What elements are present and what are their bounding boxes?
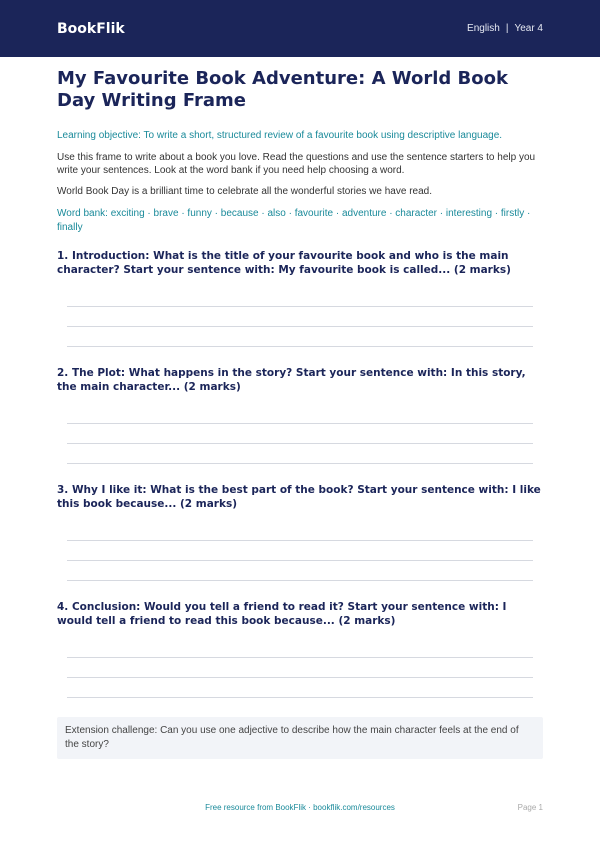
answer-line[interactable] bbox=[67, 657, 533, 677]
question-1-block bbox=[57, 249, 543, 366]
page-header bbox=[0, 0, 600, 57]
answer-lines-1[interactable] bbox=[67, 306, 533, 366]
answer-line[interactable] bbox=[67, 306, 533, 326]
page-title: My Favourite Book Adventure: A World Book Day Writing Frame bbox=[57, 68, 508, 111]
footer-credit: Free resource from BookFlik · bookflik.com/resources bbox=[205, 803, 395, 812]
answer-lines-4[interactable] bbox=[67, 657, 533, 717]
answer-line[interactable] bbox=[67, 463, 533, 483]
answer-lines-2[interactable] bbox=[67, 423, 533, 483]
answer-line[interactable] bbox=[67, 346, 533, 366]
answer-line[interactable] bbox=[67, 697, 533, 717]
answer-line[interactable] bbox=[67, 443, 533, 463]
question-3: 3. Why I like it: What is the best part of the book? Start your sentence with: I like this book because... (2 marks) bbox=[57, 484, 541, 510]
answer-line[interactable] bbox=[67, 560, 533, 580]
extension-challenge-box bbox=[57, 717, 543, 759]
instructions-text: Use this frame to write about a book you love. Read the questions and use the sentence starters to help you write your sentences. Look at the word bank if you need help choosing a word. bbox=[57, 152, 536, 176]
question-2: 2. The Plot: What happens in the story? Start your sentence with: In this story, the main character... (2 marks) bbox=[57, 367, 526, 393]
question-4-block bbox=[57, 600, 543, 717]
answer-line[interactable] bbox=[67, 423, 533, 443]
answer-line[interactable] bbox=[67, 677, 533, 697]
world-book-day-text: World Book Day is a brilliant time to celebrate all the wonderful stories we have read. bbox=[57, 186, 432, 197]
subject-label: English bbox=[467, 23, 500, 34]
year-label: Year 4 bbox=[514, 23, 543, 34]
question-3-block bbox=[57, 483, 543, 600]
answer-line[interactable] bbox=[67, 326, 533, 346]
worksheet-body bbox=[0, 68, 600, 759]
extension-challenge-text: Extension challenge: Can you use one adjective to describe how the main character feels at the end of the story? bbox=[65, 725, 519, 750]
learning-objective: Learning objective: To write a short, structured review of a favourite book using descriptive language. bbox=[57, 130, 503, 141]
brand-logo-text: BookFlik bbox=[57, 20, 125, 37]
question-1: 1. Introduction: What is the title of your favourite book and who is the main character? Start your sentence with: My favourite book is called... (2 marks) bbox=[57, 250, 511, 276]
word-bank: Word bank: exciting · brave · funny · because · also · favourite · adventure · character · interesting · firstly · finally bbox=[57, 208, 531, 233]
meta-separator: | bbox=[505, 23, 509, 34]
answer-line[interactable] bbox=[67, 580, 533, 600]
question-4: 4. Conclusion: Would you tell a friend to read it? Start your sentence with: I would tell a friend to read this book because... (2 marks) bbox=[57, 601, 507, 627]
answer-line[interactable] bbox=[67, 540, 533, 560]
page-number: Page 1 bbox=[517, 803, 543, 812]
answer-lines-3[interactable] bbox=[67, 540, 533, 600]
subject-year-label bbox=[467, 23, 543, 34]
question-2-block bbox=[57, 366, 543, 483]
